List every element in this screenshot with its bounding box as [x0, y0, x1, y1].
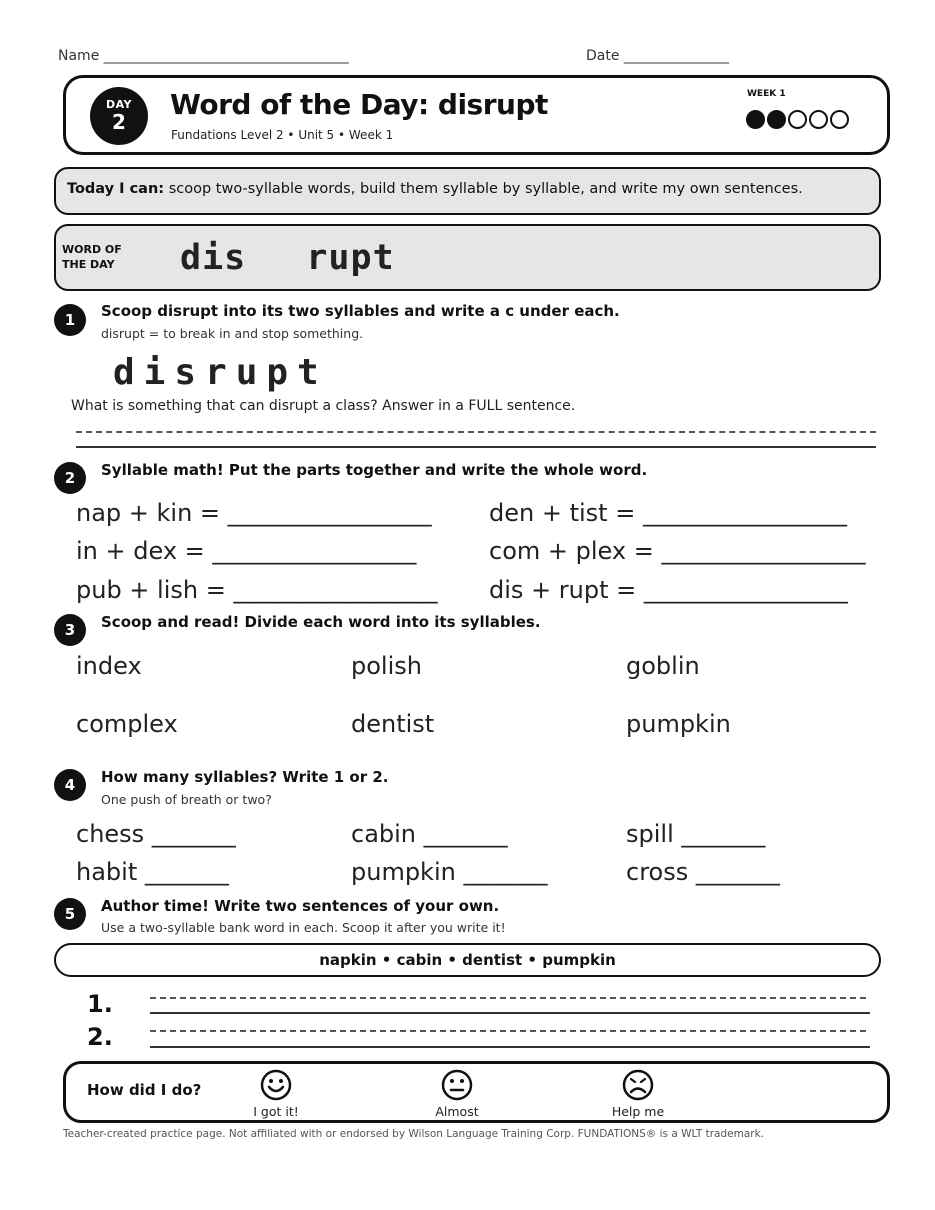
question-4-title: How many syllables? Write 1 or 2. [101, 768, 389, 786]
progress-dot-filled [746, 110, 765, 129]
word-of-day-label [62, 242, 122, 272]
syllable-math-item[interactable]: den + tist = _________________ [489, 499, 847, 527]
syllable-count-item[interactable]: pumpkin _______ [351, 858, 548, 886]
self-rating-label: How did I do? [87, 1081, 202, 1099]
today-i-can-text [67, 181, 803, 197]
sentence-1-dashed-guide [150, 997, 866, 999]
week-label: WEEK 1 [747, 89, 786, 99]
scoop-read-word: polish [351, 652, 422, 680]
page-subtitle: Fundations Level 2 • Unit 5 • Week 1 [171, 128, 394, 142]
question-5-title: Author time! Write two sentences of your own. [101, 897, 500, 915]
footer-disclaimer: Teacher-created practice page. Not affiliated with or endorsed by Wilson Language Training Corp. FUNDATIONS® is a WLT trademark. [63, 1128, 765, 1140]
question-1-subtitle: disrupt = to break in and stop something. [101, 326, 364, 341]
question-4-subtitle: One push of breath or two? [101, 792, 272, 807]
day-number: 2 [112, 110, 126, 134]
syllable-count-item[interactable]: cross _______ [626, 858, 780, 886]
scoop-read-word: complex [76, 710, 178, 738]
date-field-label[interactable]: Date _______________ [586, 48, 729, 64]
frowning-face-icon[interactable] [622, 1069, 654, 1105]
day-label: DAY [105, 98, 133, 111]
question-3-number: 3 [54, 614, 86, 646]
word-of-day-label-line2: THE DAY [62, 258, 115, 271]
syllable-math-item[interactable]: in + dex = _________________ [76, 537, 417, 565]
today-i-can-label: Today I can: [67, 181, 165, 197]
syllable-math-item[interactable]: com + plex = _________________ [489, 537, 866, 565]
sentence-1-line[interactable] [150, 1012, 870, 1014]
question-1-number: 1 [54, 304, 86, 336]
question-3-title: Scoop and read! Divide each word into its syllables. [101, 613, 541, 631]
answer-line[interactable] [76, 446, 876, 448]
page-title: Word of the Day: disrupt [170, 88, 548, 121]
sentence-line-2-number: 2. [87, 1023, 113, 1051]
question-2-number: 2 [54, 462, 86, 494]
scoop-read-word: pumpkin [626, 710, 731, 738]
answer-dashed-guide [76, 431, 876, 433]
week-progress-dots [746, 110, 849, 129]
progress-dot-empty [788, 110, 807, 129]
scoop-read-word: goblin [626, 652, 700, 680]
syllable-count-item[interactable]: spill _______ [626, 820, 766, 848]
today-i-can-goal: scoop two-syllable words, build them syllable by syllable, and write my own sentences. [164, 181, 803, 197]
question-1-title: Scoop disrupt into its two syllables and write a c under each. [101, 302, 620, 320]
word-of-day-box [54, 224, 881, 291]
name-field-label[interactable]: Name ___________________________________ [58, 48, 349, 64]
scoop-read-word: dentist [351, 710, 435, 738]
rating-option-label: Almost [435, 1104, 479, 1119]
word-bank: napkin • cabin • dentist • pumpkin [54, 943, 881, 977]
smiley-face-icon[interactable] [260, 1069, 292, 1105]
day-badge [90, 87, 148, 145]
progress-dot-empty [830, 110, 849, 129]
word-of-day-word: dis rupt [180, 238, 395, 278]
scoop-word: disrupt [113, 352, 328, 393]
word-of-day-label-line1: WORD OF [62, 243, 122, 256]
question-5-subtitle: Use a two-syllable bank word in each. Scoop it after you write it! [101, 920, 506, 935]
progress-dot-empty [809, 110, 828, 129]
sentence-2-dashed-guide [150, 1030, 866, 1032]
syllable-math-item[interactable]: pub + lish = _________________ [76, 576, 438, 604]
syllable-count-item[interactable]: habit _______ [76, 858, 229, 886]
question-1-prompt: What is something that can disrupt a class? Answer in a FULL sentence. [71, 398, 576, 414]
syllable-count-item[interactable]: chess _______ [76, 820, 236, 848]
rating-option-label: Help me [611, 1104, 665, 1119]
syllable-count-item[interactable]: cabin _______ [351, 820, 508, 848]
progress-dot-filled [767, 110, 786, 129]
question-5-number: 5 [54, 898, 86, 930]
rating-option-label: I got it! [253, 1104, 299, 1119]
sentence-line-1-number: 1. [87, 990, 113, 1018]
sentence-2-line[interactable] [150, 1046, 870, 1048]
question-2-title: Syllable math! Put the parts together and write the whole word. [101, 461, 648, 479]
scoop-read-word: index [76, 652, 142, 680]
question-4-number: 4 [54, 769, 86, 801]
syllable-math-item[interactable]: nap + kin = _________________ [76, 499, 432, 527]
neutral-face-icon[interactable] [441, 1069, 473, 1105]
syllable-math-item[interactable]: dis + rupt = _________________ [489, 576, 848, 604]
